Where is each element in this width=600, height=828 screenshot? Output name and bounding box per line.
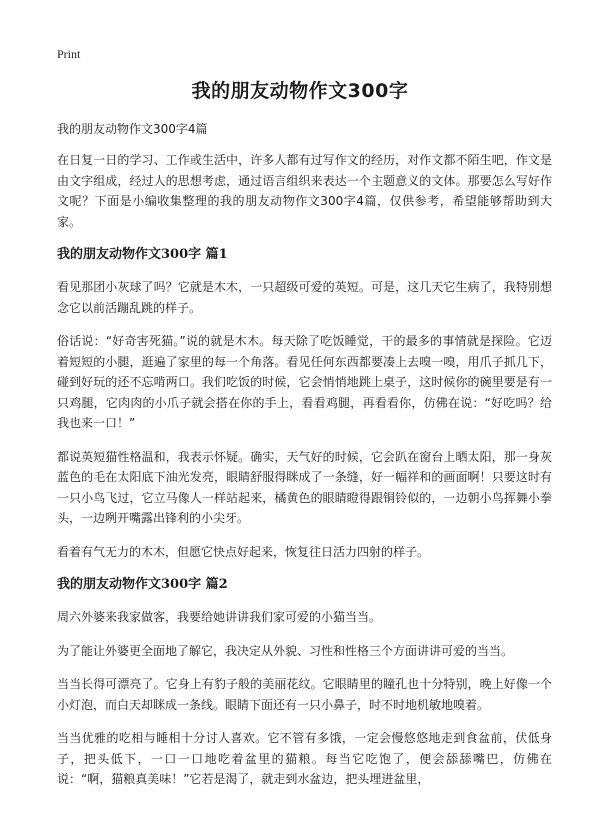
intro-paragraph: 在日复一日的学习、工作或生活中，许多人都有过写作文的经历，对作文都不陌生吧，作文是由文字组成，经过人的思想考虑，通过语言组织来表达一个主题意义的文体。那要怎么写好作文呢？下面是小编收集整理的我的朋友动物作文300字4篇，仅供参考，希望能够帮助到大家。: [57, 153, 552, 229]
page-title: 我的朋友动物作文300字: [191, 80, 409, 102]
paragraph: 当当优雅的吃相与睡相十分讨人喜欢。它不管有多饿，一定会慢悠悠地走到食盆前，伏低身子，把头低下，一口一口地吃着盆里的猫粮。每当它吃饱了，便会舔舔嘴巴，仿佛在说：“啊，猫粮真美味！”它若是渴了，就走到水盆边，把头埋进盆里，: [57, 731, 552, 786]
paragraph: 看见那团小灰球了吗？它就是木木，一只超级可爱的英短。可是，这几天它生病了，我特别想念它以前活蹦乱跳的样子。: [57, 280, 552, 315]
paragraph: 看着有气无力的木木，但愿它快点好起来，恢复往日活力四射的样子。: [57, 544, 430, 559]
page-subtitle: 我的朋友动物作文300字4篇: [57, 122, 208, 136]
paragraph: 周六外婆来我家做客，我要给她讲讲我们家可爱的小猫当当。: [57, 610, 382, 624]
paragraph: 当当长得可漂亮了。它身上有豹子般的美丽花纹。它眼睛里的瞳孔也十分特别，晚上好像一个小灯泡，而白天却眯成一条线。眼睛下面还有一只小鼻子，时不时地机敏地嗅着。: [57, 677, 552, 712]
section-heading-1: 我的朋友动物作文300字 篇1: [57, 247, 228, 262]
section-heading-2: 我的朋友动物作文300字 篇2: [57, 577, 228, 592]
print-link[interactable]: Print: [57, 47, 81, 61]
paragraph: 俗话说：“好奇害死猫。”说的就是木木。每天除了吃饭睡觉，干的最多的事情就是探险。它迈着短短的小腿，逛遍了家里的每一个角落。看见任何东西都要凑上去嗅一嗅，用爪子抓几下，碰到好玩的还不忘啃两口。我们吃饭的时候，它会悄悄地跳上桌子，这时候你的碗里要是有一只鸡腿，它肉肉的小爪子就会搭在你的手上，看看鸡腿，再看看你，仿佛在说：“好吃吗？给我也来一口！”: [57, 334, 552, 430]
paragraph: 都说英短猫性格温和，我表示怀疑。确实，天气好的时候，它会趴在窗台上晒太阳，那一身灰蓝色的毛在太阳底下油光发亮，眼睛舒服得眯成了一条缝，好一幅祥和的画面啊！只要这时有一只小鸟飞过，它立马像人一样站起来，橘黄色的眼睛瞪得跟铜铃似的，一边朝小鸟挥舞小拳头，一边咧开嘴露出锋利的小尖牙。: [57, 449, 552, 525]
paragraph: 为了能让外婆更全面地了解它，我决定从外貌、习性和性格三个方面讲讲可爱的当当。: [57, 643, 514, 658]
article-body: [57, 150, 552, 803]
